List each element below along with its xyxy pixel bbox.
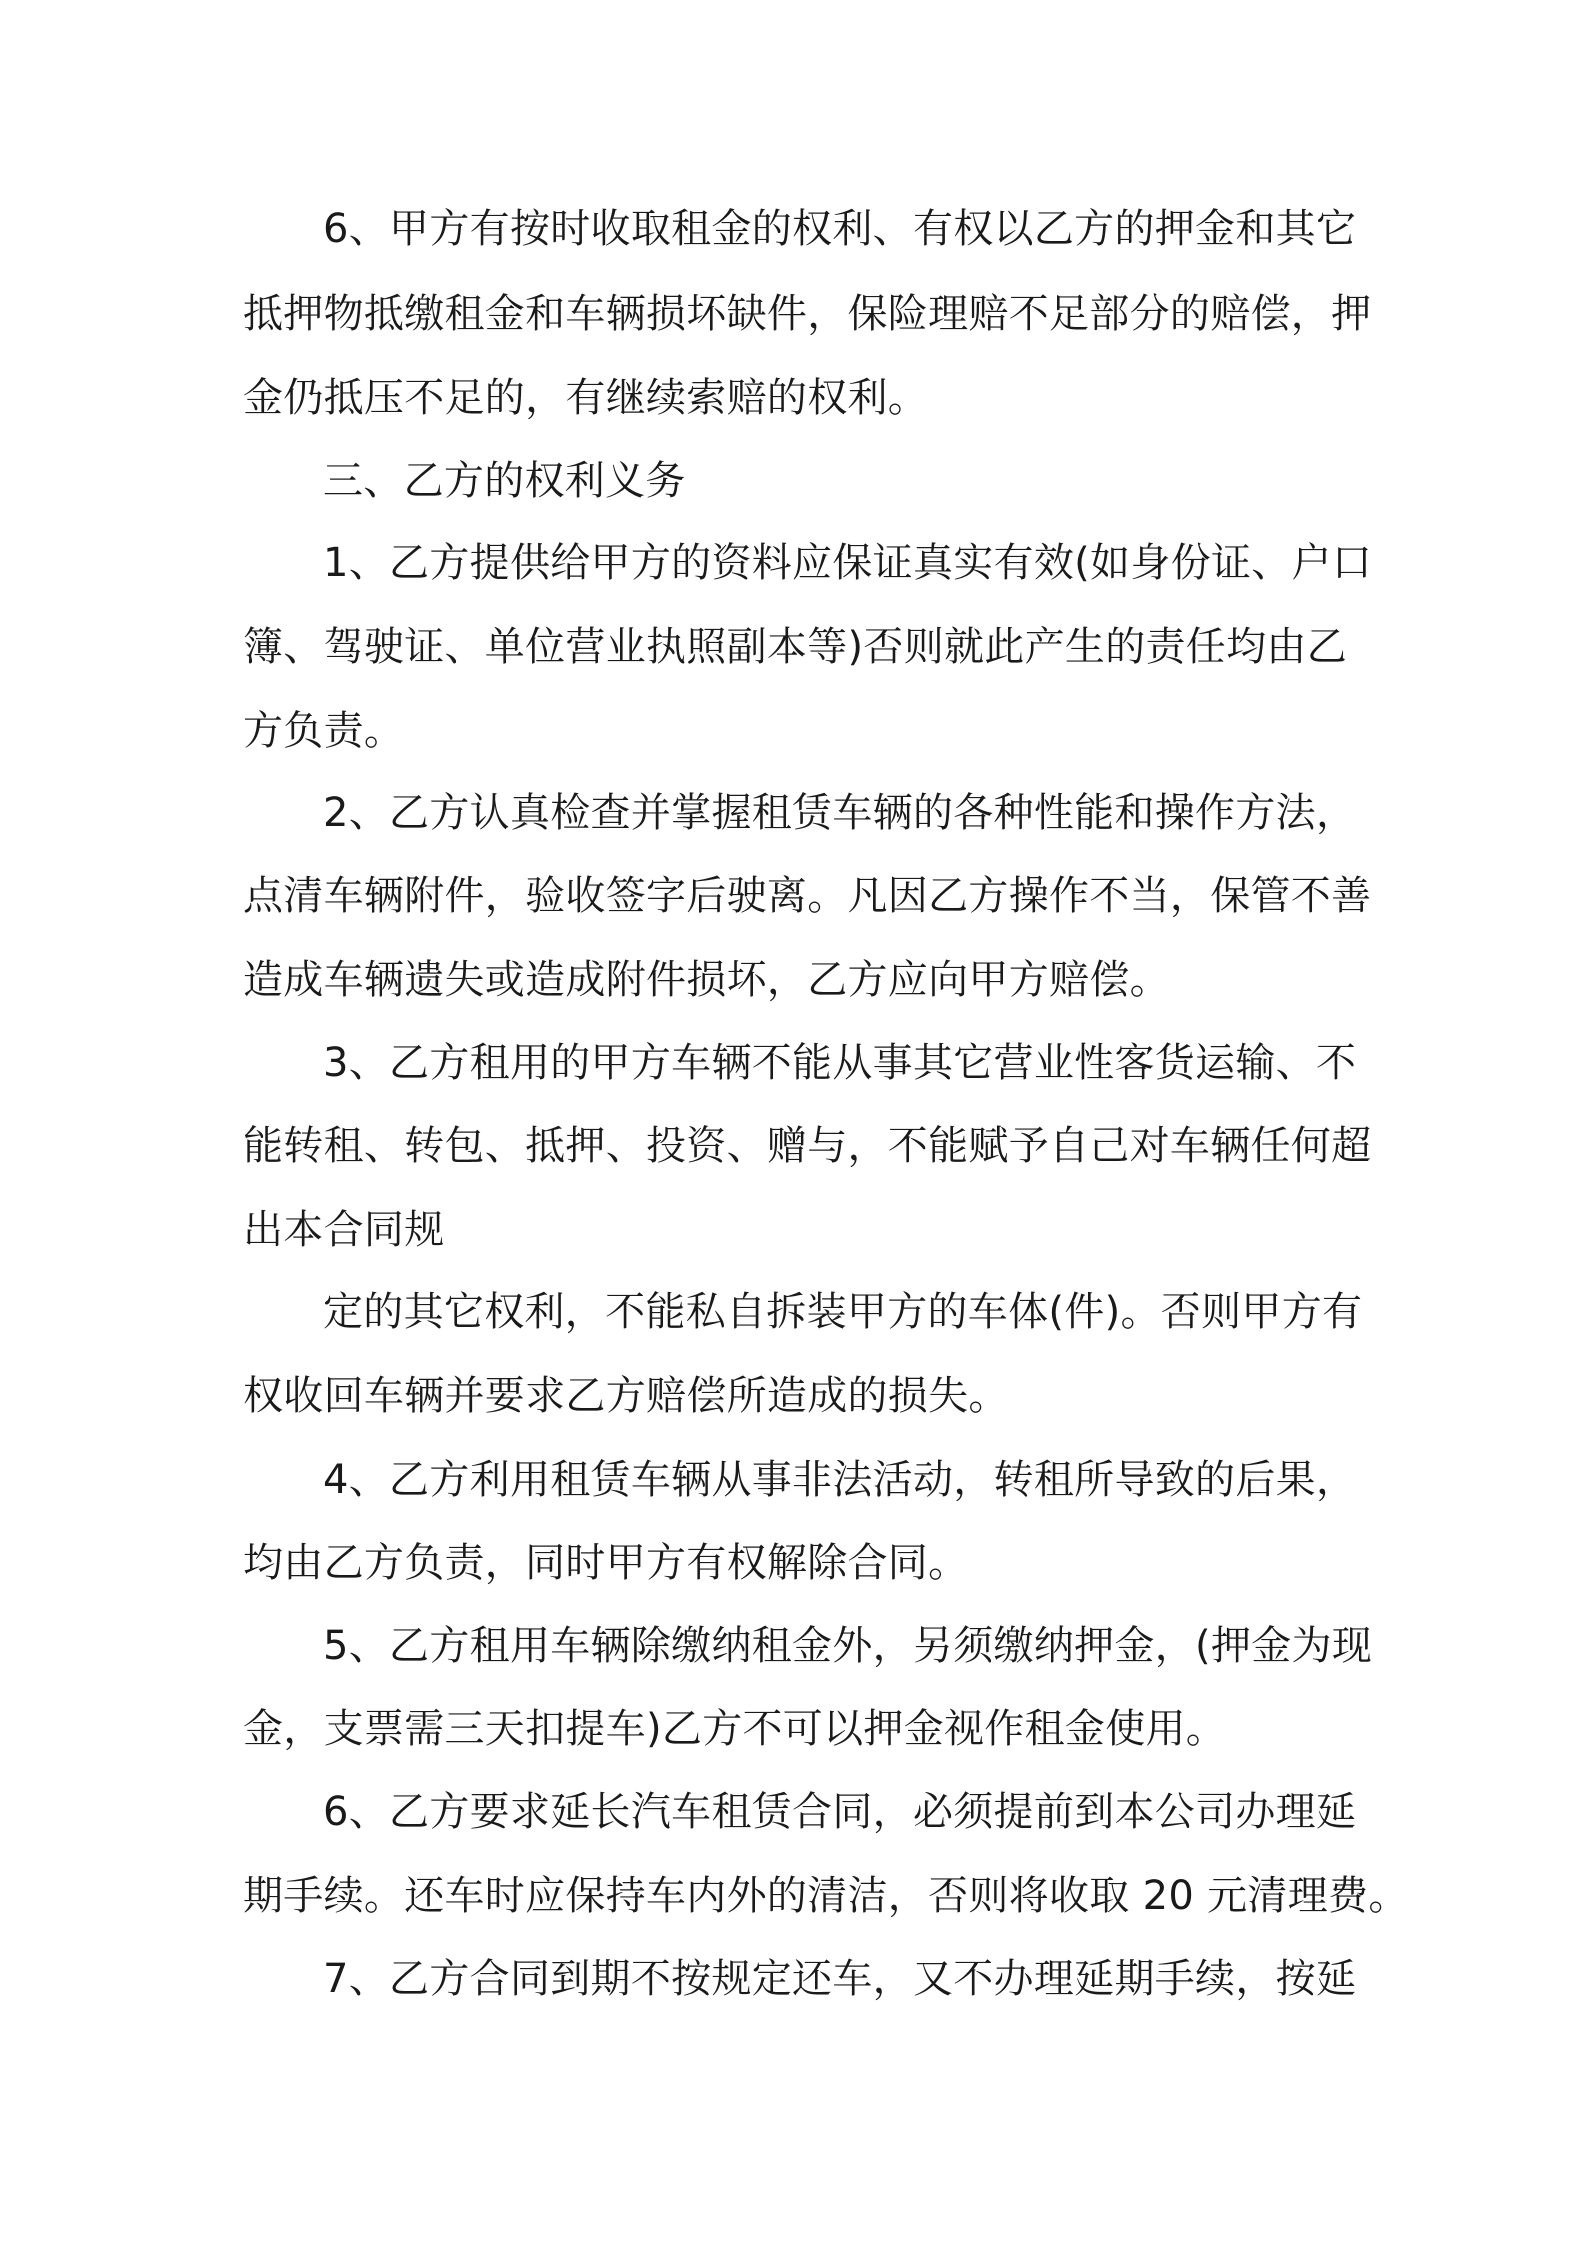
text-line: 3、乙方租用的甲方车辆不能从事其它营业性客货运输、不 — [323, 1040, 1357, 1086]
text-line: 能转租、转包、抵押、投资、赠与，不能赋予自己对车辆任何超 — [243, 1123, 1372, 1169]
text-line: 1、乙方提供给甲方的资料应保证真实有效(如身份证、户口 — [323, 540, 1373, 586]
text-line: 金，支票需三天扣提车)乙方不可以押金视作租金使用。 — [243, 1706, 1227, 1752]
text-line: 2、乙方认真检查并掌握租赁车辆的各种性能和操作方法， — [323, 790, 1357, 836]
text-line: 7、乙方合同到期不按规定还车，又不办理延期手续，按延 — [323, 1956, 1357, 2002]
text-line: 抵押物抵缴租金和车辆损坏缺件，保险理赔不足部分的赔偿，押 — [243, 291, 1372, 337]
text-line: 出本合同规 — [243, 1207, 445, 1253]
text-line: 期手续。还车时应保持车内外的清洁，否则将收取 20 元清理费。 — [243, 1873, 1409, 1919]
text-line: 4、乙方利用租赁车辆从事非法活动，转租所导致的后果， — [323, 1457, 1357, 1503]
text-line: 权收回车辆并要求乙方赔偿所造成的损失。 — [243, 1373, 1009, 1419]
text-line: 定的其它权利，不能私自拆装甲方的车体(件)。否则甲方有 — [323, 1289, 1363, 1335]
section-heading: 三、乙方的权利义务 — [323, 458, 686, 504]
text-line: 6、甲方有按时收取租金的权利、有权以乙方的押金和其它 — [323, 206, 1357, 252]
text-line: 均由乙方负责，同时甲方有权解除合同。 — [243, 1540, 969, 1586]
text-line: 簿、驾驶证、单位营业执照副本等)否则就此产生的责任均由乙 — [243, 624, 1348, 670]
text-line: 金仍抵压不足的，有继续索赔的权利。 — [243, 375, 929, 421]
text-line: 方负责。 — [243, 708, 405, 754]
text-line: 5、乙方租用车辆除缴纳租金外，另须缴纳押金，(押金为现 — [323, 1623, 1373, 1669]
text-line: 造成车辆遗失或造成附件损坏，乙方应向甲方赔偿。 — [243, 957, 1170, 1003]
text-line: 6、乙方要求延长汽车租赁合同，必须提前到本公司办理延 — [323, 1789, 1357, 1835]
text-line: 点清车辆附件，验收签字后驶离。凡因乙方操作不当，保管不善 — [243, 873, 1372, 919]
